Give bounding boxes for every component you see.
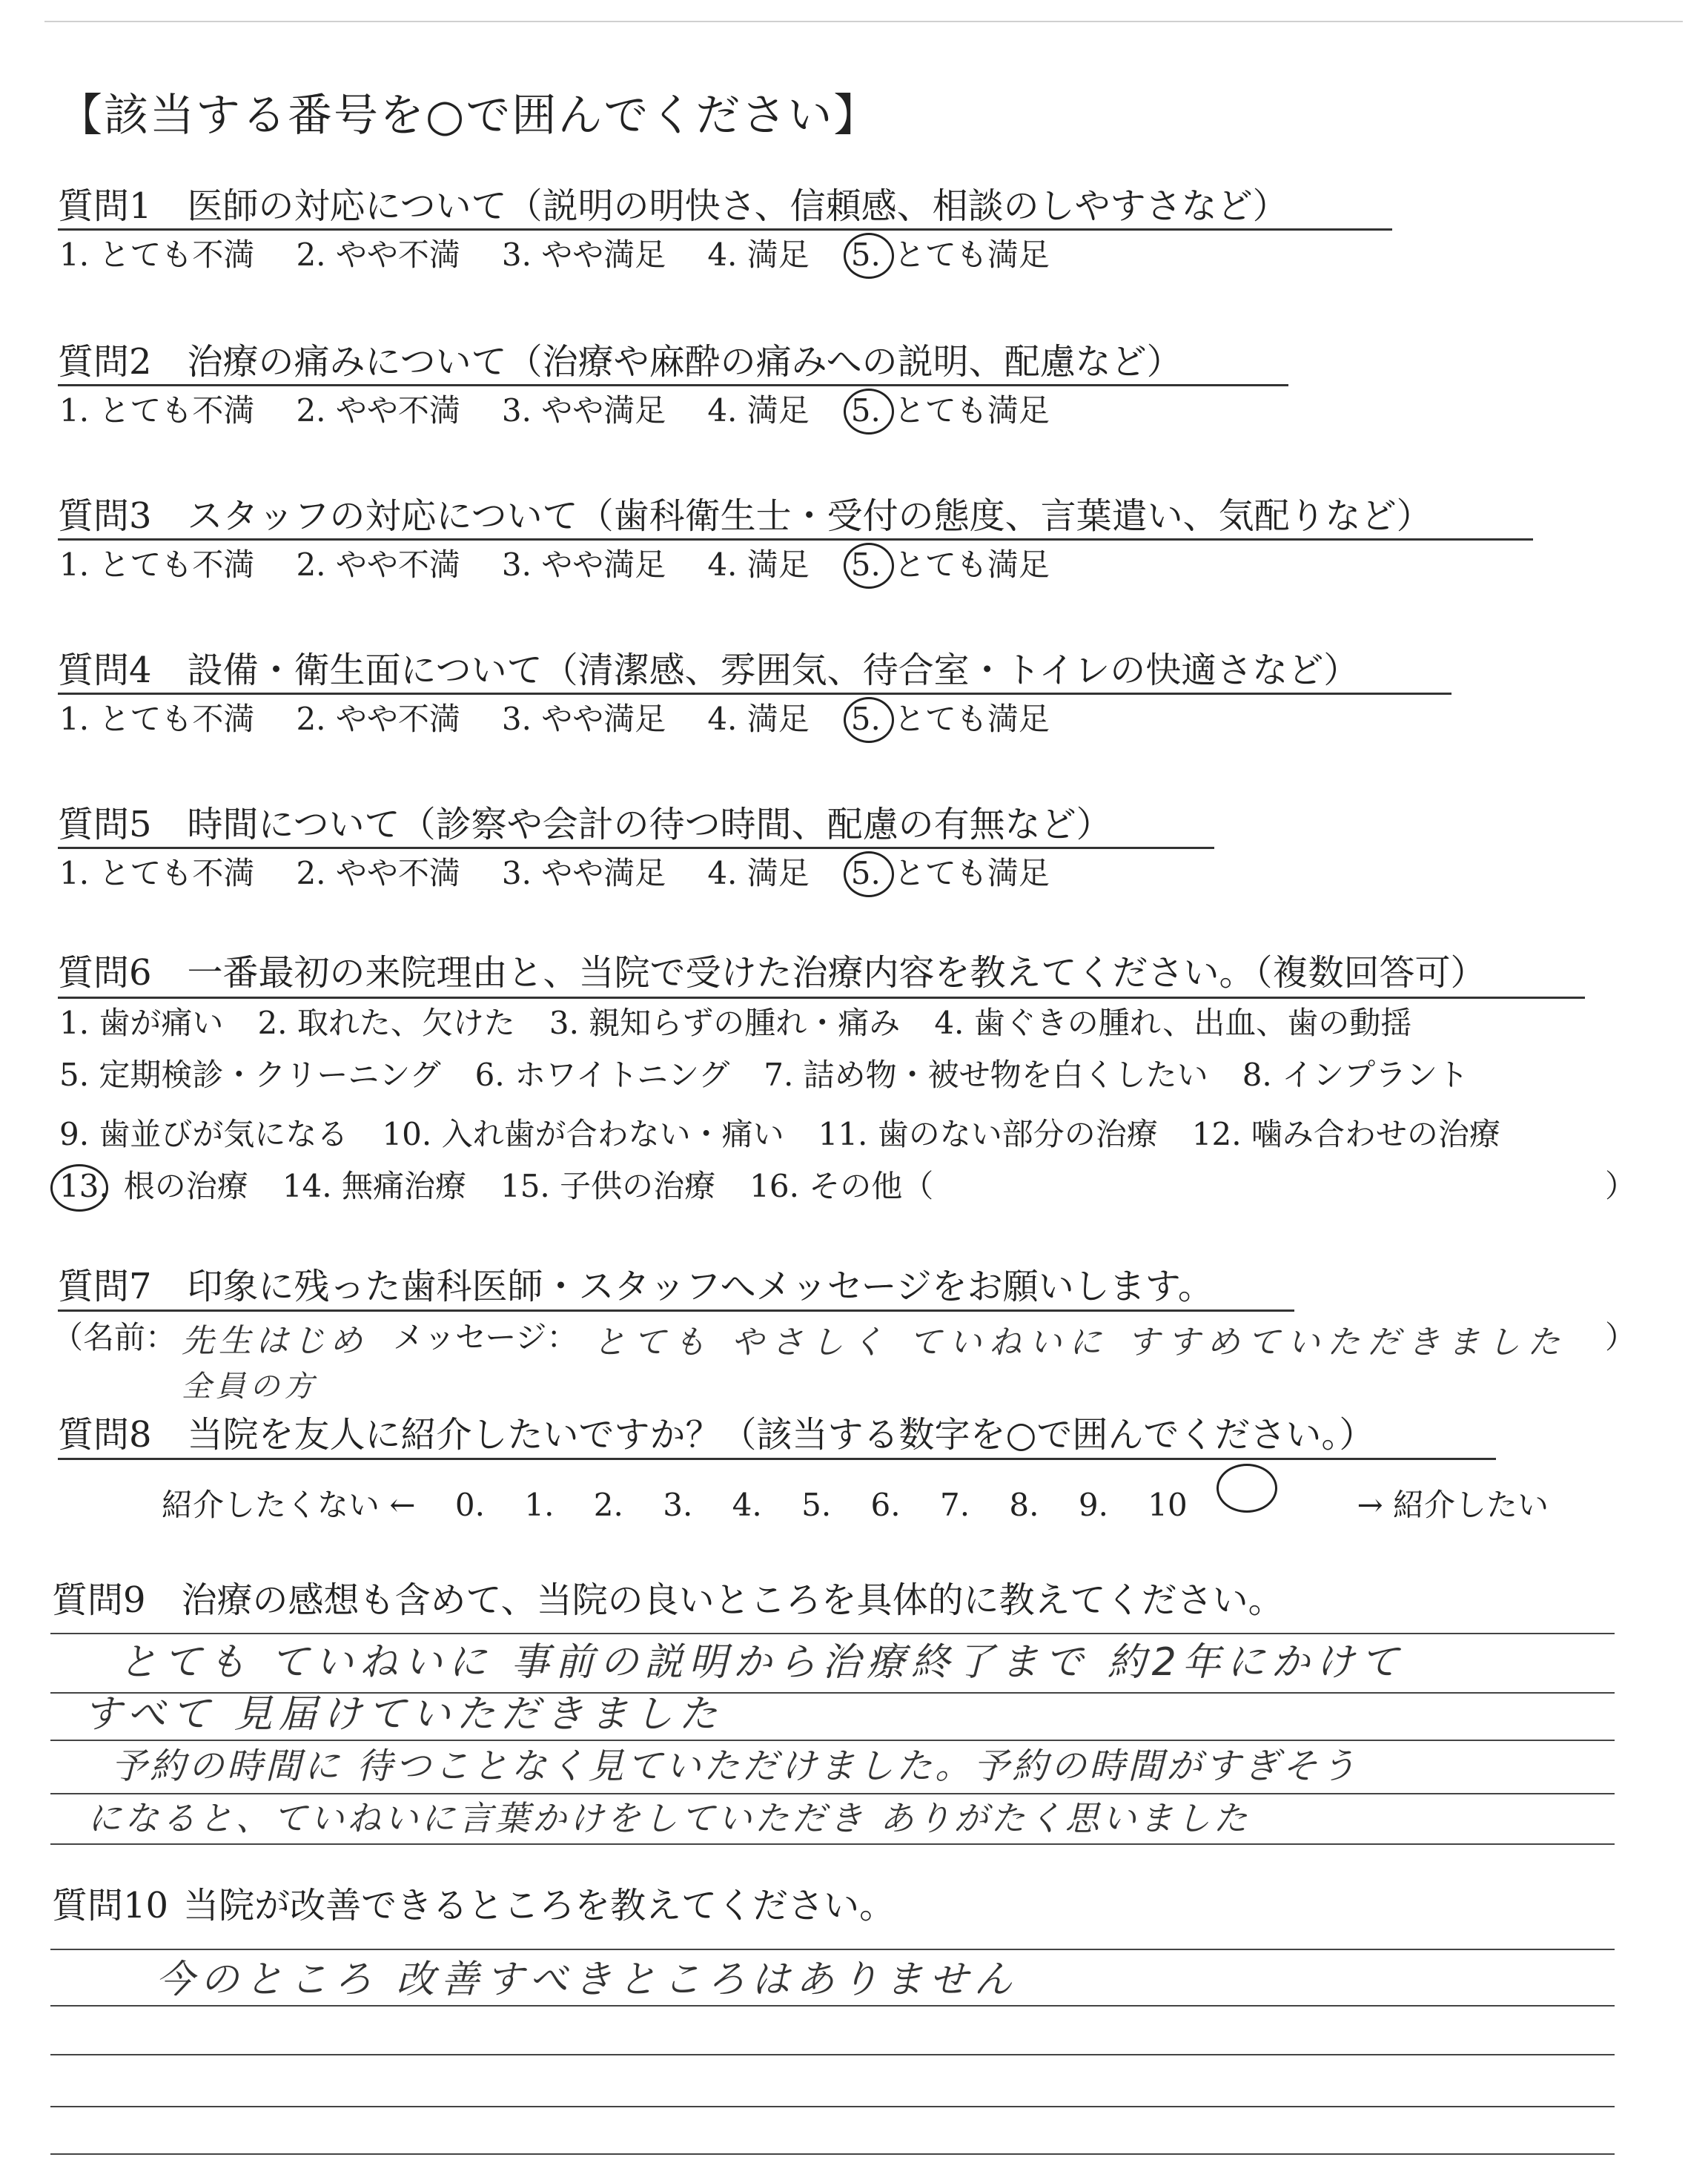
q10-text: 当院が改善できるところを教えてください。	[183, 1885, 896, 1926]
q6-option-5[interactable]: 5. 定期検診・クリーニング	[59, 1057, 441, 1093]
q4-option-3[interactable]: 3. やや満足	[501, 701, 666, 737]
q6-option-7[interactable]: 7. 詰め物・被せ物を白くしたい	[764, 1057, 1208, 1093]
q6-option-9[interactable]: 9. 歯並びが気になる	[59, 1116, 348, 1152]
q6-option-13-label: 根の治療	[123, 1168, 248, 1204]
q4-number: 質問4	[58, 650, 152, 691]
q6-option-13-number: 13.	[59, 1168, 109, 1204]
q9-answer-line-3[interactable]: 予約の時間に 待つことなく見ていただけました。予約の時間がすぎそう	[111, 1745, 1360, 1787]
q8-number: 質問8	[58, 1414, 152, 1456]
q3-option-1[interactable]: 1. とても不満	[59, 546, 255, 583]
q10-write-line-5	[50, 2153, 1615, 2155]
q3-number: 質問3	[58, 495, 152, 537]
q6-option-16[interactable]: 16. その他（	[749, 1168, 934, 1204]
q8-text: 当院を友人に紹介したいですか？（該当する数字を○で囲んでください。）	[187, 1414, 1375, 1456]
q7-underline	[58, 1309, 1294, 1312]
q2-option-4[interactable]: 4. 満足	[707, 392, 810, 429]
q8-right-label: → 紹介したい	[1357, 1487, 1549, 1523]
q9-answer-line-2[interactable]: すべて 見届けていただきました	[83, 1692, 724, 1737]
q6-title	[58, 951, 1486, 995]
q5-underline	[58, 847, 1214, 849]
q6-option-15[interactable]: 15. 子供の治療	[500, 1168, 716, 1204]
q6-option-2[interactable]: 2. 取れた、欠けた	[257, 1005, 515, 1041]
q6-number: 質問6	[58, 952, 152, 994]
q8-value-1[interactable]: 1.	[524, 1487, 555, 1523]
q5-option-5[interactable]	[851, 853, 881, 894]
q1-option-4[interactable]: 4. 満足	[707, 237, 810, 273]
q5-title	[58, 802, 1112, 847]
q6-option-12[interactable]: 12. 噛み合わせの治療	[1191, 1116, 1500, 1152]
q3-options	[59, 544, 1091, 586]
q9-answer-line-1[interactable]: とても ていねいに 事前の説明から治療終了まで 約2年にかけて	[119, 1640, 1405, 1685]
q6-option-10[interactable]: 10. 入れ歯が合わない・痛い	[382, 1116, 784, 1152]
q2-number: 質問2	[58, 341, 152, 383]
q6-option-14[interactable]: 14. 無痛治療	[282, 1168, 466, 1204]
q7-name-value-2[interactable]: 全員の方	[182, 1370, 318, 1404]
q3-option-4[interactable]: 4. 満足	[707, 546, 810, 583]
q6-option-13[interactable]	[59, 1166, 109, 1207]
q5-option-4[interactable]: 4. 満足	[707, 855, 810, 891]
q4-option-5-label: とても満足	[893, 701, 1050, 737]
q7-close: ）	[1605, 1319, 1637, 1355]
q9-write-line-1	[50, 1633, 1615, 1634]
q8-value-6[interactable]: 6.	[870, 1487, 901, 1523]
q7-message-value[interactable]: とても やさしく ていねいに すすめていただきました	[593, 1324, 1568, 1361]
q7-name-value[interactable]: 先生はじめ	[182, 1322, 367, 1360]
q9-text: 治療の感想も含めて、当院の良いところを具体的に教えてください。	[181, 1579, 1284, 1621]
q1-underline	[58, 228, 1392, 231]
q9-title	[52, 1578, 1284, 1622]
q3-underline	[58, 538, 1533, 541]
q9-write-line-5	[50, 1843, 1615, 1845]
q7-text: 印象に残った歯科医師・スタッフへメッセージをお願いします。	[187, 1266, 1214, 1307]
q7-name-label: （名前：	[52, 1319, 177, 1355]
q6-option-3[interactable]: 3. 親知らずの腫れ・痛み	[549, 1005, 901, 1041]
q8-value-10-text: 10	[1148, 1487, 1188, 1523]
q6-other-close: ）	[1605, 1168, 1637, 1204]
q1-option-5[interactable]	[851, 234, 881, 276]
q2-option-5[interactable]	[851, 390, 881, 432]
q9-number: 質問9	[52, 1579, 146, 1621]
q8-value-3[interactable]: 3.	[663, 1487, 693, 1523]
q1-options	[59, 234, 1091, 276]
q10-write-line-1	[50, 1949, 1615, 1950]
q8-value-9[interactable]: 9.	[1078, 1487, 1108, 1523]
q2-title	[58, 340, 1182, 384]
q7-message-label: メッセージ：	[393, 1319, 578, 1355]
q8-scale	[162, 1467, 1578, 1526]
page-top-edge	[44, 21, 1683, 22]
q6-option-1[interactable]: 1. 歯が痛い	[59, 1005, 224, 1041]
q6-row-1	[59, 1003, 1446, 1044]
q8-value-4[interactable]: 4.	[732, 1487, 762, 1523]
q6-underline	[58, 997, 1585, 999]
q4-title	[58, 648, 1359, 693]
q10-answer-line-1[interactable]: 今のところ 改善すべきところはありません	[156, 1958, 1019, 2002]
q1-text: 医師の対応について（説明の明快さ、信頼感、相談のしやすさなど）	[187, 185, 1288, 227]
q6-row-4	[59, 1166, 1637, 1207]
selection-circle	[1217, 1464, 1277, 1513]
q5-option-5-number: 5.	[850, 855, 881, 891]
q8-value-5[interactable]: 5.	[801, 1487, 832, 1523]
q3-text: スタッフの対応について（歯科衛生士・受付の態度、言葉遣い、気配りなど）	[187, 495, 1432, 537]
q5-number: 質問5	[58, 804, 152, 845]
q1-option-5-number: 5.	[850, 237, 881, 273]
q2-option-3[interactable]: 3. やや満足	[501, 392, 666, 429]
q5-option-5-label: とても満足	[893, 855, 1050, 891]
q6-text: 一番最初の来院理由と、当院で受けた治療内容を教えてください。（複数回答可）	[187, 952, 1486, 994]
q8-value-0[interactable]: 0.	[454, 1487, 485, 1523]
q1-option-1[interactable]: 1. とても不満	[59, 237, 255, 273]
q9-answer-line-4[interactable]: になると、ていねいに言葉かけをしていただき ありがたく思いました	[87, 1798, 1251, 1838]
q1-number: 質問1	[58, 185, 152, 227]
q2-options	[59, 390, 1091, 432]
q3-option-3[interactable]: 3. やや満足	[501, 546, 666, 583]
q2-option-2[interactable]: 2. やや不満	[296, 392, 460, 429]
q1-option-3[interactable]: 3. やや満足	[501, 237, 666, 273]
page-title: 【該当する番号を○で囲んでください】	[58, 90, 880, 142]
q8-value-7[interactable]: 7.	[939, 1487, 970, 1523]
q6-option-11[interactable]: 11. 歯のない部分の治療	[818, 1116, 1158, 1152]
q3-option-5-label: とても満足	[893, 546, 1050, 583]
q2-option-5-number: 5.	[850, 392, 881, 429]
q9-write-line-3	[50, 1740, 1615, 1741]
q10-write-line-2	[50, 2005, 1615, 2007]
q6-row-2	[59, 1054, 1503, 1096]
q7-number: 質問7	[58, 1266, 152, 1307]
q4-options	[59, 698, 1091, 740]
q5-option-2[interactable]: 2. やや不満	[296, 855, 460, 891]
q6-row-3	[59, 1114, 1535, 1155]
q10-write-line-4	[50, 2106, 1615, 2107]
q2-option-5-label: とても満足	[893, 392, 1050, 429]
q4-option-5-number: 5.	[850, 701, 881, 737]
q3-option-5[interactable]	[851, 544, 881, 586]
q8-underline	[58, 1458, 1496, 1460]
q1-option-2[interactable]: 2. やや不満	[296, 237, 460, 273]
q4-option-4[interactable]: 4. 満足	[707, 701, 810, 737]
q8-left-label: 紹介したくない ←	[162, 1487, 416, 1523]
q6-option-4[interactable]: 4. 歯ぐきの腫れ、出血、歯の動揺	[934, 1005, 1412, 1041]
q8-value-2[interactable]: 2.	[593, 1487, 623, 1523]
q8-title	[58, 1413, 1374, 1457]
q8-value-10[interactable]	[1148, 1467, 1317, 1526]
q3-title	[58, 494, 1432, 538]
q3-option-2[interactable]: 2. やや不満	[296, 546, 460, 583]
q6-option-8[interactable]: 8. インプラント	[1242, 1057, 1469, 1093]
q10-number: 質問10	[52, 1885, 169, 1926]
q6-option-6[interactable]: 6. ホワイトニング	[474, 1057, 730, 1093]
q5-option-1[interactable]: 1. とても不満	[59, 855, 255, 891]
q1-option-5-label: とても満足	[893, 237, 1050, 273]
q4-option-1[interactable]: 1. とても不満	[59, 701, 255, 737]
q4-underline	[58, 693, 1452, 695]
q5-text: 時間について（診察や会計の待つ時間、配慮の有無など）	[187, 804, 1112, 845]
q5-options	[59, 853, 1091, 894]
q3-option-5-number: 5.	[850, 546, 881, 583]
q1-title	[58, 184, 1288, 228]
q2-text: 治療の痛みについて（治療や麻酔の痛みへの説明、配慮など）	[187, 341, 1182, 383]
q8-value-8[interactable]: 8.	[1009, 1487, 1039, 1523]
q4-option-2[interactable]: 2. やや不満	[296, 701, 460, 737]
q10-write-line-3	[50, 2054, 1615, 2055]
q2-option-1[interactable]: 1. とても不満	[59, 392, 255, 429]
q4-text: 設備・衛生面について（清潔感、雰囲気、待合室・トイレの快適さなど）	[187, 650, 1360, 691]
q4-option-5[interactable]	[851, 698, 881, 740]
q7-title	[58, 1264, 1214, 1309]
q2-underline	[58, 384, 1288, 386]
q5-option-3[interactable]: 3. やや満足	[501, 855, 666, 891]
q10-title	[52, 1883, 895, 1928]
